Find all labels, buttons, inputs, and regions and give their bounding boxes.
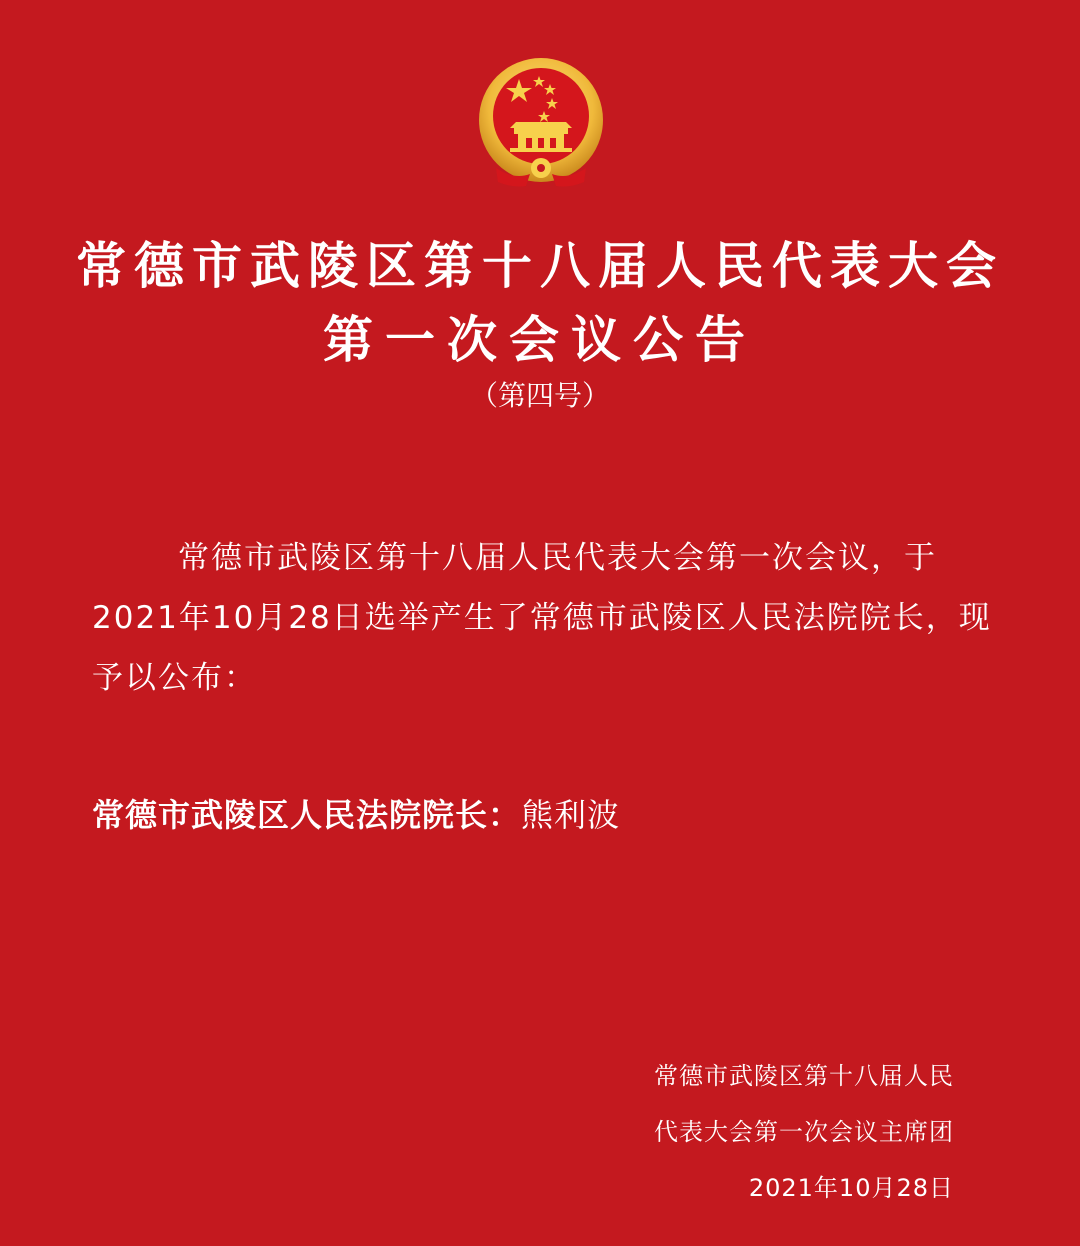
appointment-role: 常德市武陵区人民法院院长： bbox=[92, 796, 522, 834]
announcement-number: （第四号） bbox=[469, 379, 610, 412]
signature-line-1: 常德市武陵区第十八届人民 bbox=[654, 1062, 954, 1090]
announcement-title-line-1: 常德市武陵区第十八届人民代表大会 bbox=[76, 236, 1004, 295]
signature-block bbox=[654, 1048, 954, 1216]
signature-line-2: 代表大会第一次会议主席团 bbox=[654, 1118, 954, 1146]
appointment-line bbox=[92, 790, 620, 836]
announcement-body: 常德市武陵区第十八届人民代表大会第一次会议，于2021年10月28日选举产生了常德市武陵区人民法院院长，现予以公布： bbox=[92, 540, 992, 696]
signature-date: 2021年10月28日 bbox=[748, 1174, 954, 1202]
national-emblem-icon bbox=[474, 56, 608, 190]
announcement-title-line-2: 第一次会议公告 bbox=[323, 310, 757, 369]
appointee-name: 熊利波 bbox=[521, 796, 621, 834]
